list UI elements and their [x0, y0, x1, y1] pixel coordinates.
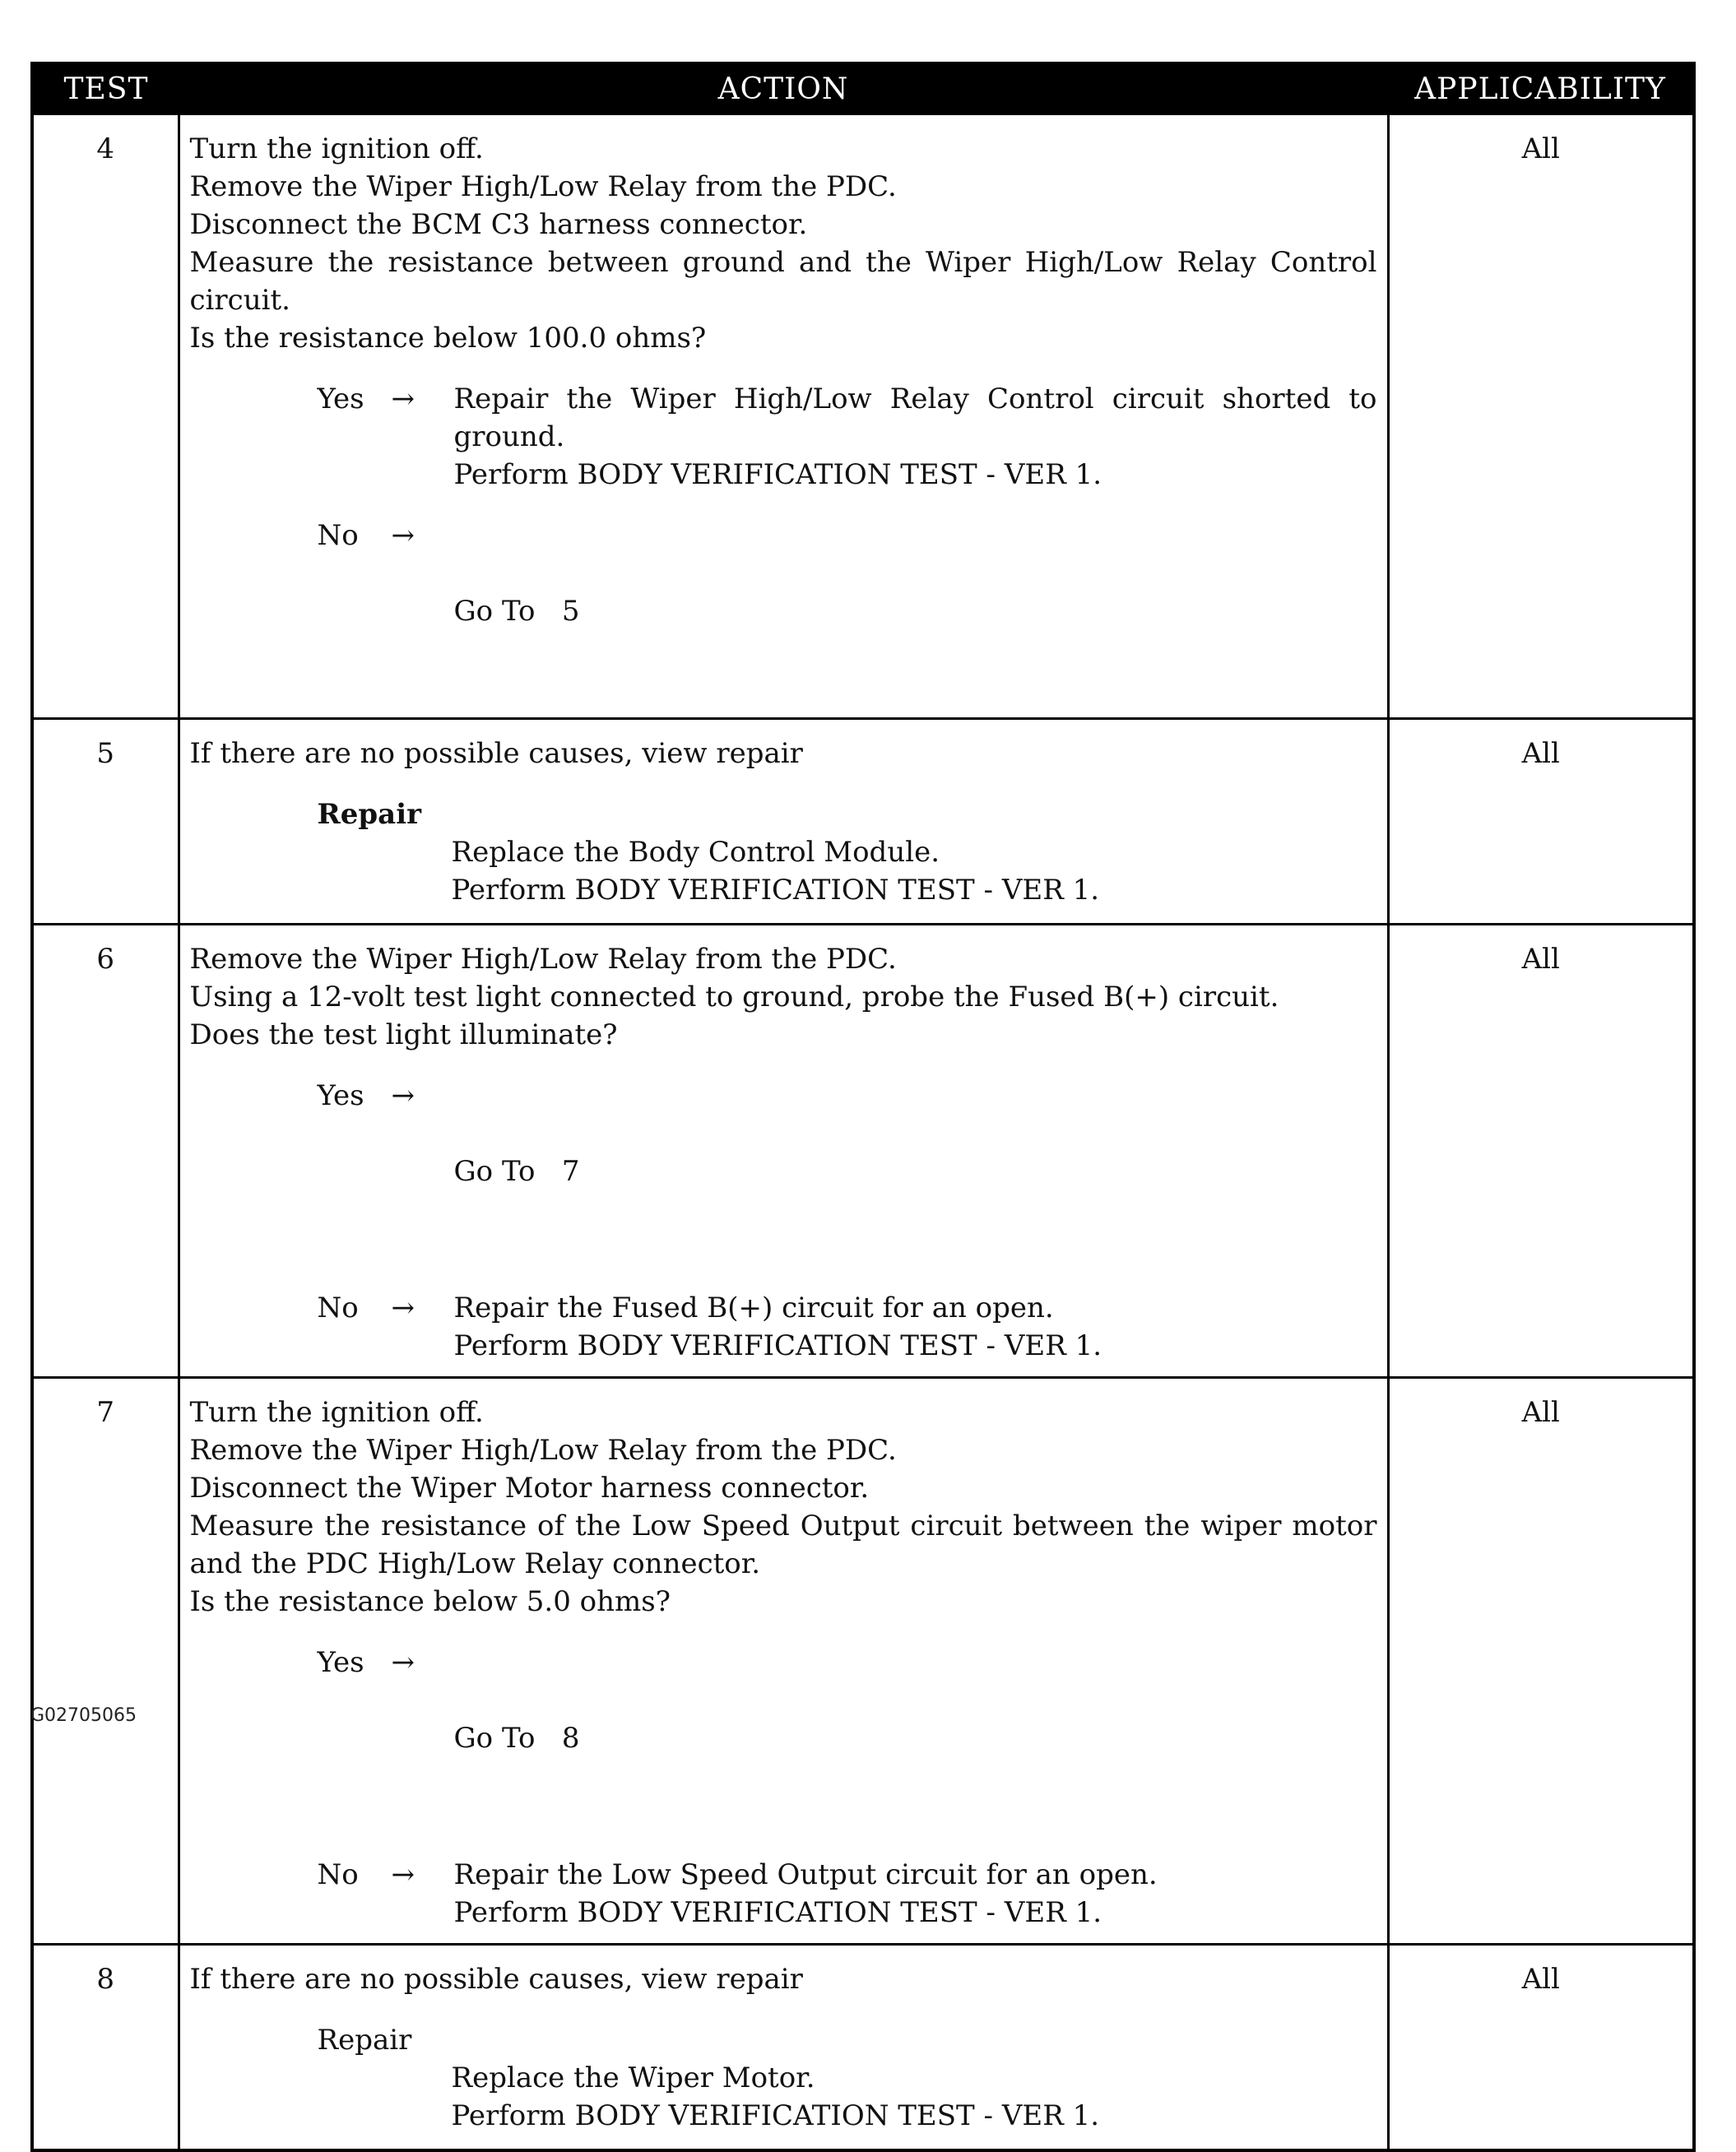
applicability-cell: All — [1388, 925, 1694, 1378]
arrow-right-icon: → — [391, 1858, 415, 1891]
yes-branch — [318, 1644, 1377, 1833]
yes-outcome — [454, 380, 1377, 494]
action-steps — [190, 1960, 1377, 1998]
test-number: 5 — [32, 719, 179, 925]
arrow-right-icon: → — [391, 519, 415, 552]
yes-label: Yes — [317, 1646, 364, 1679]
action-step: If there are no possible causes, view repair — [189, 1963, 803, 1996]
table-row — [32, 114, 1694, 719]
header-action: ACTION — [179, 63, 1388, 114]
table-row — [32, 1378, 1694, 1945]
table-row — [32, 719, 1694, 925]
outcome-line: Repair the Low Speed Output circuit for an open. — [453, 1858, 1158, 1891]
repair-label: Repair — [317, 798, 422, 831]
applicability-cell: All — [1388, 719, 1694, 925]
outcome-line: Repair the Fused B(+) circuit for an open. — [453, 1292, 1054, 1324]
outcome-line: Go To 8 — [453, 1722, 580, 1755]
header-test: TEST — [32, 63, 179, 114]
action-step: Measure the resistance of the Low Speed Output circuit between the wiper motor and the PDC High/Low Relay connector. — [189, 1510, 1377, 1580]
outcome-line: Go To 7 — [453, 1155, 580, 1188]
action-cell — [179, 719, 1388, 925]
action-steps — [190, 940, 1377, 1054]
outcome-line: Perform BODY VERIFICATION TEST - VER 1. — [453, 1896, 1102, 1929]
arrow-right-icon: → — [391, 1292, 415, 1324]
action-step: Remove the Wiper High/Low Relay from the PDC. — [189, 1434, 897, 1467]
table-row — [32, 1945, 1694, 2150]
arrow-right-icon: → — [391, 383, 415, 415]
repair-line: Perform BODY VERIFICATION TEST - VER 1. — [451, 874, 1100, 907]
action-cell — [179, 114, 1388, 719]
applicability-cell: All — [1388, 1378, 1694, 1945]
action-step: Disconnect the BCM C3 harness connector. — [189, 208, 808, 241]
action-step: Does the test light illuminate? — [189, 1018, 618, 1051]
yes-label: Yes — [317, 1079, 364, 1112]
repair-line: Replace the Body Control Module. — [451, 836, 940, 869]
table-row — [32, 925, 1694, 1378]
action-step: Is the resistance below 5.0 ohms? — [189, 1585, 671, 1618]
action-step: Using a 12-volt test light connected to ground, probe the Fused B(+) circuit. — [189, 981, 1279, 1013]
repair-instructions — [318, 833, 1377, 909]
test-number: 4 — [32, 114, 179, 719]
no-label: No — [317, 1858, 359, 1891]
no-branch — [318, 1289, 1377, 1365]
action-step: Disconnect the Wiper Motor harness connector. — [189, 1472, 870, 1505]
no-label: No — [317, 519, 359, 552]
action-step: If there are no possible causes, view repair — [189, 737, 803, 770]
applicability-cell: All — [1388, 114, 1694, 719]
action-cell — [179, 925, 1388, 1378]
arrow-right-icon: → — [391, 1079, 415, 1112]
action-steps — [190, 735, 1377, 772]
header-applicability: APPLICABILITY — [1388, 63, 1694, 114]
repair-block — [190, 2021, 1377, 2135]
repair-line: Perform BODY VERIFICATION TEST - VER 1. — [451, 2099, 1100, 2132]
diagnostic-test-table — [30, 62, 1696, 2152]
yes-outcome — [454, 1644, 1377, 1833]
figure-id: G02705065 — [30, 1705, 137, 1726]
arrow-right-icon: → — [391, 1646, 415, 1679]
test-number: 7 — [32, 1378, 179, 1945]
no-label: No — [317, 1292, 359, 1324]
no-outcome — [454, 517, 1377, 706]
outcome-line: Go To 5 — [453, 595, 580, 628]
outcome-line: Perform BODY VERIFICATION TEST - VER 1. — [453, 458, 1102, 491]
repair-block — [190, 795, 1377, 909]
action-step: Turn the ignition off. — [189, 1396, 484, 1429]
yes-branch — [318, 1077, 1377, 1266]
branches — [190, 1077, 1377, 1365]
no-outcome — [454, 1856, 1377, 1932]
action-cell — [179, 1945, 1388, 2150]
no-branch — [318, 517, 1377, 706]
yes-label: Yes — [317, 383, 364, 415]
no-outcome — [454, 1289, 1377, 1365]
yes-branch — [318, 380, 1377, 494]
yes-outcome — [454, 1077, 1377, 1266]
outcome-line: Perform BODY VERIFICATION TEST - VER 1. — [453, 1329, 1102, 1362]
test-number: 6 — [32, 925, 179, 1378]
test-number: 8 — [32, 1945, 179, 2150]
action-step: Remove the Wiper High/Low Relay from the PDC. — [189, 170, 897, 203]
repair-label: Repair — [317, 2024, 412, 2057]
table-header-row — [32, 63, 1694, 114]
branches — [190, 1644, 1377, 1932]
action-step: Is the resistance below 100.0 ohms? — [189, 322, 707, 355]
action-steps — [190, 130, 1377, 357]
no-branch — [318, 1856, 1377, 1932]
branches — [190, 380, 1377, 706]
action-step: Turn the ignition off. — [189, 132, 484, 165]
action-step: Measure the resistance between ground and the Wiper High/Low Relay Control circuit. — [189, 246, 1377, 317]
applicability-cell: All — [1388, 1945, 1694, 2150]
repair-line: Replace the Wiper Motor. — [451, 2062, 815, 2094]
outcome-line: Repair the Wiper High/Low Relay Control circuit shorted to ground. — [453, 383, 1377, 453]
action-cell — [179, 1378, 1388, 1945]
action-step: Remove the Wiper High/Low Relay from the PDC. — [189, 943, 897, 976]
repair-instructions — [318, 2059, 1377, 2135]
action-steps — [190, 1394, 1377, 1621]
